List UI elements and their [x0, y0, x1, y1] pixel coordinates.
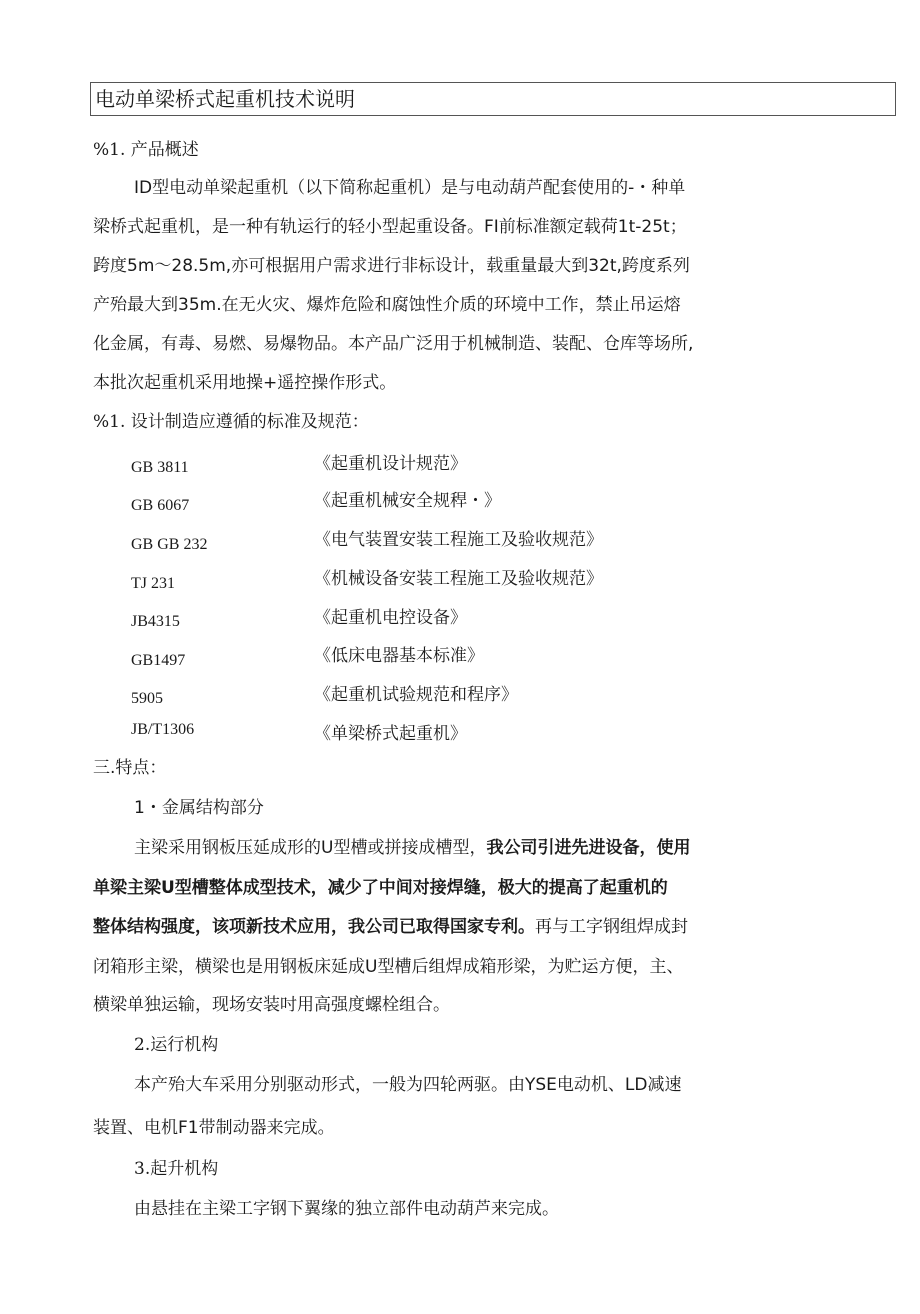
standard-name: 《起重机试验规范和程序》 — [314, 685, 518, 705]
paragraph-line: 装置、电机F1带制动器来完成。 — [93, 1118, 335, 1138]
sub2-heading: 2.运行机构 — [134, 1035, 219, 1055]
standard-code: JB4315 — [131, 613, 180, 630]
normal-text: 主梁采用钢板压延成形的U型槽或拼接成槽型， — [134, 838, 487, 858]
standard-name: 《电气装置安装工程施工及验收规范》 — [314, 530, 603, 550]
paragraph-line: 横梁单独运输，现场安装吋用高强度螺栓组合。 — [93, 995, 450, 1015]
paragraph-line: 本批次起重机采用地操+遥控操作形式。 — [93, 373, 397, 393]
standard-code: GB 3811 — [131, 459, 189, 476]
standard-name: 《起重机电控设备》 — [314, 608, 467, 628]
standard-code: GB 6067 — [131, 497, 190, 514]
bold-line: 单梁主梁U型槽整体成型技术，减少了中间对接焊缝，极大的提高了起重机的 — [93, 878, 668, 898]
standard-code: GB GB 232 — [131, 536, 208, 553]
bold-text: 整体结构强度，该项新技术应用，我公司已取得国家专利。 — [93, 917, 535, 937]
paragraph-line: 梁桥式起重机，是一种有轨运行的轻小型起重设备。FI前标准额定载荷1t-25t； — [93, 217, 687, 237]
document-title: 电动单梁桥式起重机技术说明 — [95, 87, 355, 111]
section1-heading: %1. 产品概述 — [93, 140, 199, 160]
standard-name: 《机械设备安装工程施工及验收规范》 — [314, 569, 603, 589]
standard-name: 《单梁桥式起重机》 — [314, 724, 467, 744]
paragraph-line: 由悬挂在主梁工字钢下翼缘的独立部件电动葫芦来完成。 — [134, 1199, 559, 1219]
paragraph-line: 化金属，有毒、易燃、易爆物品。本产品广泛用于机械制造、装配、仓库等场所, — [93, 334, 694, 354]
standard-name: 《起重机械安全规稈・》 — [314, 491, 501, 511]
standard-code: JB/T1306 — [131, 721, 195, 738]
standard-code: 5905 — [131, 690, 163, 707]
standard-name: 《低床电器基本标准》 — [314, 646, 484, 666]
paragraph-line: 闭箱形主梁，横梁也是用钢板床延成U型槽后组焊成箱形梁，为贮运方便，主、 — [93, 957, 684, 977]
standard-code: TJ 231 — [131, 575, 175, 592]
paragraph-line: 产殆最大到35m.在无火灾、爆炸危险和腐蚀性介质的环境中工作，禁止吊运熔 — [93, 295, 681, 315]
standard-code: GB1497 — [131, 652, 186, 669]
paragraph-line: 跨度5m～28.5m,亦可根据用户需求进行非标设计，载重量最大到32t,跨度系列 — [93, 256, 690, 276]
standard-name: 《起重机设计规范》 — [314, 454, 467, 474]
sub1-heading: 1・金属结构部分 — [134, 798, 264, 818]
sub3-heading: 3.起升机构 — [134, 1159, 219, 1179]
paragraph-line — [93, 915, 688, 939]
title-box — [90, 82, 896, 116]
normal-text: 再与工字钢组焊成封 — [535, 917, 688, 937]
paragraph-line: 本产殆大车采用分别驱动形式，一般为四轮两驱。由YSE电动机、LD减速 — [134, 1075, 682, 1095]
bold-text: 我公司引进先进设备，使用 — [486, 838, 691, 858]
section2-heading: %1. 设计制造应遵循的标准及规范： — [93, 412, 369, 432]
paragraph-line — [134, 836, 690, 860]
section3-heading: 三.特点： — [93, 758, 167, 778]
paragraph-line: ID型电动单梁起重机（以下简称起重机）是与电动葫芦配套使用的-・种单 — [134, 178, 686, 198]
